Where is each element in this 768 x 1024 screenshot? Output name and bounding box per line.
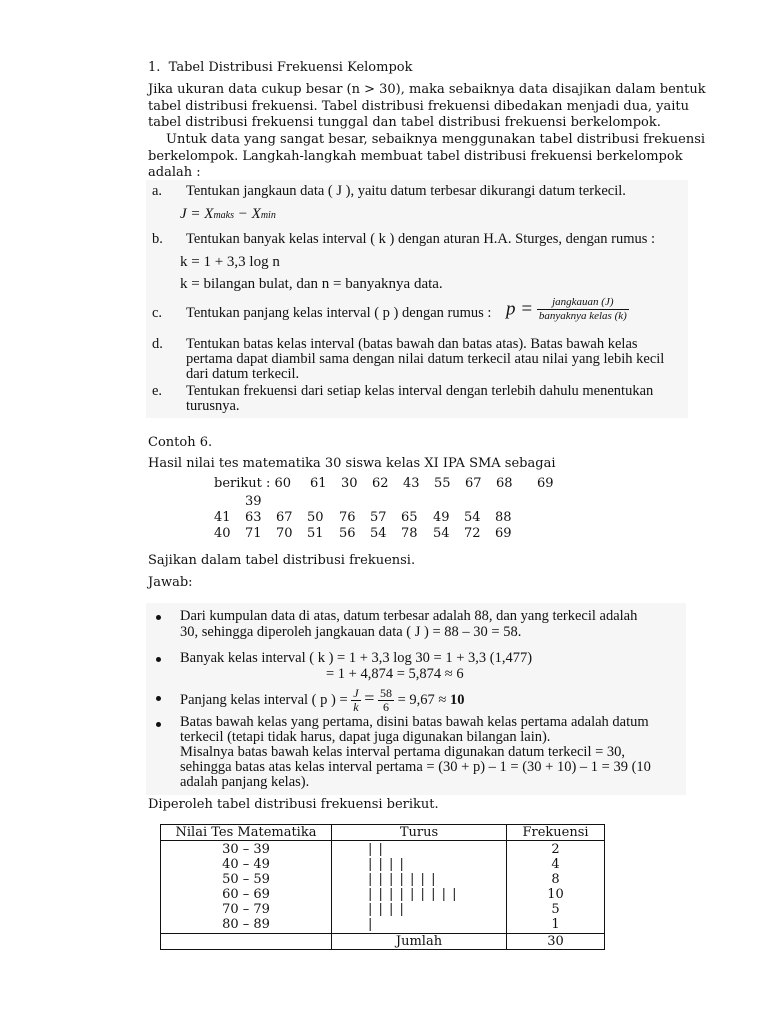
panjang-kelas-denominator: banyaknya kelas (k) bbox=[538, 310, 627, 322]
frequency-cell: 10 bbox=[547, 887, 564, 902]
interval-cell: 30 – 39 bbox=[222, 842, 270, 857]
data-value: 71 bbox=[245, 526, 262, 541]
section-title: 1. Tabel Distribusi Frekuensi Kelompok bbox=[148, 60, 413, 75]
step-b-label: b. bbox=[152, 231, 163, 247]
interval-cell: 80 – 89 bbox=[222, 917, 270, 932]
answer-3-result: 10 bbox=[450, 692, 465, 708]
example-description: Hasil nilai tes matematika 30 siswa kelas XI IPA SMA sebagai bbox=[148, 456, 556, 471]
intro-line-2: tabel distribusi frekuensi. Tabel distribusi frekuensi dibedakan menjadi dua, yaitu bbox=[148, 98, 689, 114]
step-d-line-2: pertama dapat diambil sama dengan nilai datum terkecil atau nilai yang lebih kecil bbox=[186, 351, 665, 367]
frequency-cell: 2 bbox=[551, 842, 560, 857]
total-value: 30 bbox=[507, 934, 605, 950]
answer-3-post: = 9,67 ≈ bbox=[397, 692, 447, 708]
answer-4-line-4: sehingga batas atas kelas interval pertama = (30 + p) – 1 = (30 + 10) – 1 = 39 (10 bbox=[180, 759, 651, 775]
interval-cell: 70 – 79 bbox=[222, 902, 270, 917]
table-header-row bbox=[161, 825, 605, 841]
data-value: 54 bbox=[433, 526, 450, 541]
interval-cell: 50 – 59 bbox=[222, 872, 270, 887]
data-value: 72 bbox=[464, 526, 481, 541]
panjang-kelas-formula bbox=[506, 296, 629, 323]
step-e-line-2: turusnya. bbox=[186, 398, 240, 414]
tally-cell: | | | | bbox=[368, 902, 405, 917]
panjang-kelas-numerator: jangkauan (J) bbox=[537, 296, 629, 310]
step-c-text: Tentukan panjang kelas interval ( p ) dengan rumus : bbox=[186, 305, 492, 321]
answer-4-line-2: terkecil (tetapi tidak harus, dapat juga digunakan bilangan lain). bbox=[180, 729, 551, 745]
data-value: 65 bbox=[401, 510, 418, 525]
interval-cell: 40 – 49 bbox=[222, 857, 270, 872]
step-d-label: d. bbox=[152, 336, 163, 352]
step-e-label: e. bbox=[152, 383, 163, 399]
data-value: 76 bbox=[339, 510, 356, 525]
step-a-label: a. bbox=[152, 183, 163, 199]
data-value: 68 bbox=[496, 476, 513, 491]
answer-4-line-3: Misalnya batas bawah kelas interval pertama digunakan datum terkecil = 30, bbox=[180, 744, 626, 760]
tally-cell: | | | | | | | bbox=[368, 872, 437, 887]
jangkauan-formula-mid: − X bbox=[234, 206, 261, 222]
data-value: 61 bbox=[310, 476, 327, 491]
jangkauan-formula bbox=[180, 206, 276, 223]
answer-block bbox=[146, 603, 686, 795]
bullet-dot bbox=[156, 696, 161, 701]
bullet-dot bbox=[156, 657, 161, 662]
header-interval: Nilai Tes Matematika bbox=[161, 825, 332, 841]
answer-3-fraction-den: k bbox=[353, 700, 359, 715]
data-row-1-label: berikut : 60 bbox=[214, 476, 292, 491]
bullet-dot bbox=[156, 722, 161, 727]
data-value: 62 bbox=[372, 476, 389, 491]
answer-3-fraction-num: J bbox=[353, 686, 359, 701]
data-row-2 bbox=[0, 510, 768, 526]
para2-line-3: adalah : bbox=[148, 165, 201, 180]
data-value: 54 bbox=[370, 526, 387, 541]
step-b-text: Tentukan banyak kelas interval ( k ) dengan aturan H.A. Sturges, dengan rumus : bbox=[186, 231, 656, 247]
jangkauan-formula-main: J = X bbox=[180, 206, 214, 222]
answer-3-fraction-jk bbox=[351, 687, 360, 714]
data-value: 78 bbox=[401, 526, 418, 541]
data-value: 67 bbox=[465, 476, 482, 491]
interval-column bbox=[161, 841, 332, 934]
step-c-label: c. bbox=[152, 305, 163, 321]
tally-cell: | | | | | | | | | bbox=[368, 887, 458, 902]
answer-1-line-2: 30, sehingga diperoleh jangkauan data ( J ) = 88 – 30 = 58. bbox=[180, 624, 522, 640]
jangkauan-formula-sub-maks: maks bbox=[213, 210, 235, 221]
answer-3-pre: Panjang kelas interval ( p ) = bbox=[180, 692, 348, 708]
example-instruction: Sajikan dalam tabel distribusi frekuensi. bbox=[148, 553, 416, 568]
bullet-dot bbox=[156, 615, 161, 620]
total-label: Jumlah bbox=[332, 934, 507, 950]
tally-column bbox=[332, 841, 507, 934]
step-e-line-1: Tentukan frekuensi dari setiap kelas interval dengan terlebih dahulu menentukan bbox=[186, 383, 654, 399]
data-value: 49 bbox=[433, 510, 450, 525]
tally-cell: | | | | bbox=[368, 857, 405, 872]
steps-block bbox=[146, 180, 688, 418]
answer-4-line-1: Batas bawah kelas yang pertama, disini batas bawah kelas pertama adalah datum bbox=[180, 714, 649, 730]
answer-label: Jawab: bbox=[148, 575, 193, 590]
answer-1-line-1: Dari kumpulan data di atas, datum terbesar adalah 88, dan yang terkecil adalah bbox=[180, 608, 638, 624]
intro-line-3: tabel distribusi frekuensi tunggal dan tabel distribusi frekuensi berkelompok. bbox=[148, 115, 661, 130]
data-value: 56 bbox=[339, 526, 356, 541]
step-d-line-3: dari datum terkecil. bbox=[186, 366, 300, 382]
data-value: 50 bbox=[307, 510, 324, 525]
tally-cell: | bbox=[368, 917, 374, 932]
answer-3-equals: = bbox=[364, 688, 375, 708]
data-value: 40 bbox=[214, 526, 231, 541]
data-value: 70 bbox=[276, 526, 293, 541]
answer-3 bbox=[180, 683, 465, 713]
answer-2-line-1: Banyak kelas interval ( k ) = 1 + 3,3 log 30 = 1 + 3,3 (1,477) bbox=[180, 650, 533, 666]
frequency-cell: 4 bbox=[551, 857, 560, 872]
answer-2-line-2: = 1 + 4,874 = 5,874 ≈ 6 bbox=[326, 666, 464, 682]
intro-line-1: Jika ukuran data cukup besar (n > 30), maka sebaiknya data disajikan dalam bentuk bbox=[148, 82, 706, 97]
data-value: 55 bbox=[434, 476, 451, 491]
answer-3-fraction-values bbox=[378, 687, 394, 714]
data-row-3 bbox=[0, 526, 768, 542]
frequency-table bbox=[160, 824, 605, 950]
panjang-kelas-fraction bbox=[537, 296, 629, 323]
header-tally: Turus bbox=[332, 825, 507, 841]
data-value: 69 bbox=[537, 476, 554, 491]
sturges-formula: k = 1 + 3,3 log n bbox=[180, 254, 280, 270]
data-row-1b: 39 bbox=[245, 494, 262, 509]
data-value: 51 bbox=[307, 526, 324, 541]
frequency-cell: 1 bbox=[551, 917, 560, 932]
step-d-line-1: Tentukan batas kelas interval (batas bawah dan batas atas). Batas bawah kelas bbox=[186, 336, 638, 352]
header-frequency: Frekuensi bbox=[507, 825, 605, 841]
tally-cell: | | bbox=[368, 842, 384, 857]
data-value: 57 bbox=[370, 510, 387, 525]
data-value: 67 bbox=[276, 510, 293, 525]
data-value: 41 bbox=[214, 510, 231, 525]
interval-cell: 60 – 69 bbox=[222, 887, 270, 902]
table-intro: Diperoleh tabel distribusi frekuensi berikut. bbox=[148, 797, 439, 812]
sturges-note: k = bilangan bulat, dan n = banyaknya data. bbox=[180, 276, 443, 292]
data-value: 43 bbox=[403, 476, 420, 491]
data-value: 54 bbox=[464, 510, 481, 525]
example-title: Contoh 6. bbox=[148, 435, 213, 450]
answer-4-line-5: adalah panjang kelas). bbox=[180, 774, 310, 790]
para2-line-2: berkelompok. Langkah-langkah membuat tabel distribusi frekuensi berkelompok bbox=[148, 148, 683, 164]
panjang-kelas-p: p = bbox=[506, 298, 534, 320]
answer-3-fraction-6: 6 bbox=[383, 700, 389, 715]
table-total-row bbox=[161, 934, 605, 950]
data-row-1 bbox=[0, 476, 768, 492]
jangkauan-formula-sub-min: min bbox=[260, 210, 276, 221]
data-value: 69 bbox=[495, 526, 512, 541]
data-value: 63 bbox=[245, 510, 262, 525]
data-value: 30 bbox=[341, 476, 358, 491]
answer-3-fraction-58: 58 bbox=[380, 686, 392, 701]
table-body-row bbox=[161, 841, 605, 934]
para2-line-1: Untuk data yang sangat besar, sebaiknya menggunakan tabel distribusi frekuensi bbox=[166, 132, 706, 147]
data-value: 88 bbox=[495, 510, 512, 525]
frequency-cell: 5 bbox=[551, 902, 560, 917]
step-a-text: Tentukan jangkaun data ( J ), yaitu datum terbesar dikurangi datum terkecil. bbox=[186, 183, 626, 199]
total-empty-cell bbox=[161, 934, 332, 950]
frequency-cell: 8 bbox=[551, 872, 560, 887]
frequency-column bbox=[507, 841, 605, 934]
